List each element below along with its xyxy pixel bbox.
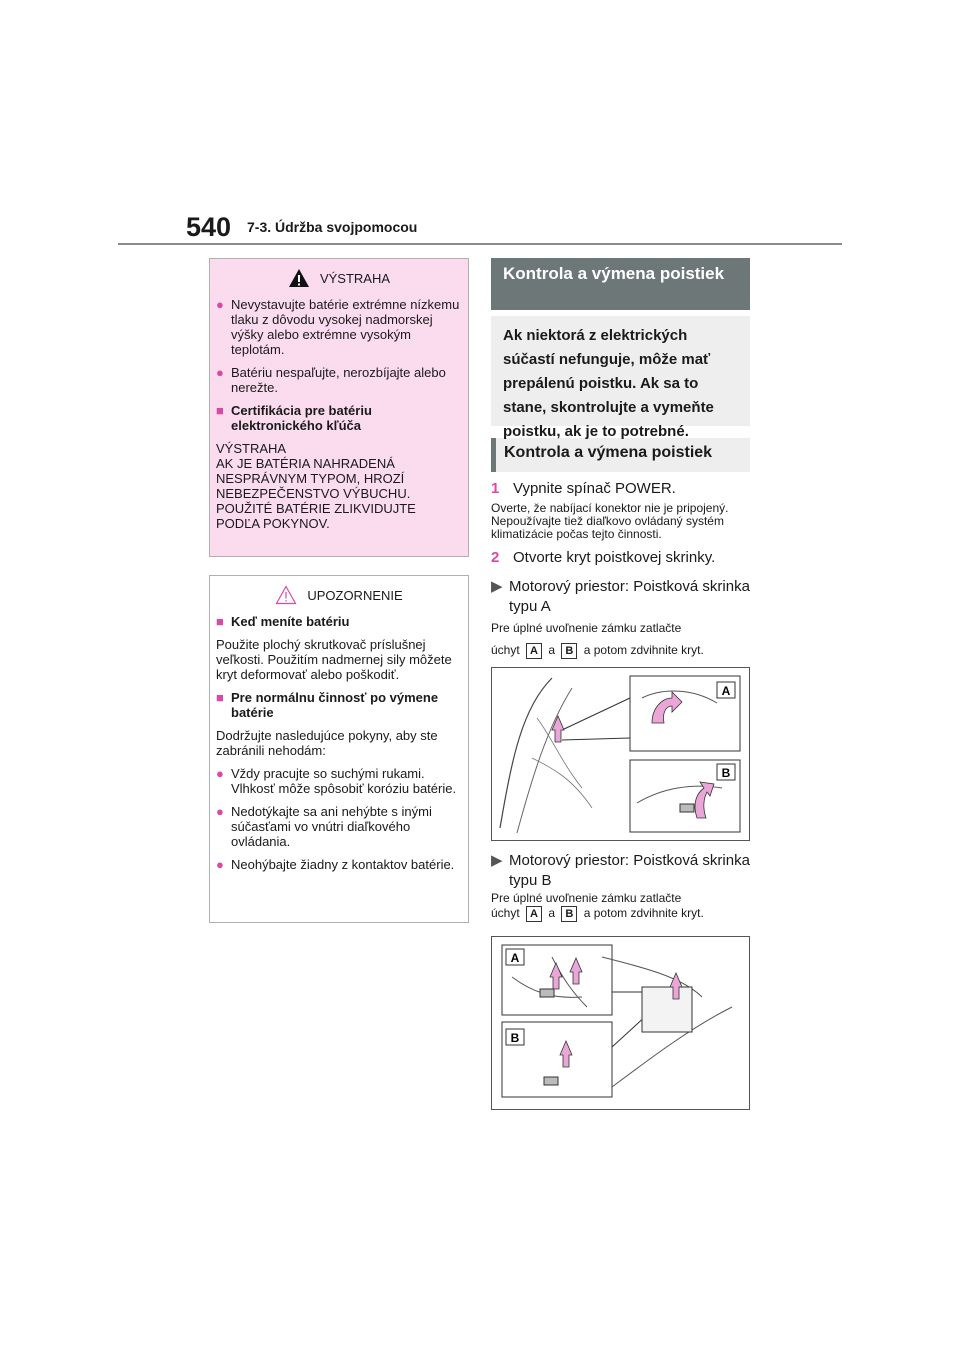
bullet-icon: ● [216,297,224,312]
notice-item: ● Neohýbajte žiadny z kontaktov batérie. [216,857,455,872]
warning-item: ● Batériu nespaľujte, nerozbíjajte alebo nerežte. [216,365,446,395]
bullet-icon: ● [216,857,224,872]
notice-title: UPOZORNENIE [307,587,403,603]
triangle-right-icon: ▶ [491,578,503,595]
caution-icon [275,585,297,605]
warning-plain-text: VÝSTRAHA AK JE BATÉRIA NAHRADENÁ NESPRÁVNYM TYPOM, HROZÍ NEBEZPEČENSTVO VÝBUCHU. POUŽITÉ BATÉRIE ZLIKVIDUJTE PODĽA POKYNOV. [216,441,416,531]
square-bullet-icon: ■ [216,690,224,705]
notice-subhead: ■ Pre normálnu činnosť po výmene batérie [216,690,439,720]
warning-icon [288,268,310,288]
intro-text: Ak niektorá z elektrických súčastí nefunguje, môže mať prepálenú poistku. Ak sa to stane, skontrolujte a vymeňte poistku, ak je to potrebné. [491,316,750,426]
bullet-icon: ● [216,365,224,380]
fuse-box-type-a: ▶ Motorový priestor: Poistková skrinka typu A [491,578,750,615]
step-1-note: Overte, že nabíjací konektor nie je pripojený. Nepoužívajte tiež diaľkovo ovládaný systém klimatizácie počas tejto činnosti. [491,501,729,541]
step-1: 1 Vypnite spínač POWER. [491,480,676,497]
illus-label-b: B [510,1031,520,1045]
key-b: B [561,643,577,659]
notice-subhead: ■ Keď meníte batériu [216,614,350,629]
section-title: 7-3. Údržba svojpomocou [247,219,418,235]
bullet-icon: ● [216,766,224,781]
square-bullet-icon: ■ [216,403,224,418]
key-b: B [561,906,577,922]
warning-box [209,258,469,557]
notice-box [209,575,469,923]
warning-head [216,265,462,291]
notice-head [216,582,462,608]
triangle-right-icon: ▶ [491,852,503,869]
bullet-icon: ● [216,804,224,819]
left-column [209,258,469,923]
key-a: A [526,906,542,922]
notice-text: Použite plochý skrutkovač príslušnej veľkosti. Použitím nadmernej sily môžete kryt deformovať alebo poškodiť. [216,637,452,682]
warning-item: ■ Certifikácia pre batériu elektronického kľúča [216,403,372,433]
key-a: A [526,643,542,659]
step-2: 2 Otvorte kryt poistkovej skrinky. [491,549,716,566]
subsection-heading: Kontrola a výmena poistiek [491,438,750,472]
instruction-a: Pre úplné uvoľnenie zámku zatlačte úchyt A a B a potom zdvihnite kryt. [491,621,704,657]
illus-label-a: A [721,684,731,698]
illus-label-b: B [721,766,731,780]
warning-title: VÝSTRAHA [319,270,391,286]
warning-item: ● Nevystavujte batérie extrémne nízkemu tlaku z dôvodu vysokej nadmorskej výšky alebo extrémne vysokým teplotám. [216,297,460,357]
fuse-box-type-b: ▶ Motorový priestor: Poistková skrinka typu B [491,852,750,889]
notice-text: Dodržujte nasledujúce pokyny, aby ste zabránili nehodám: [216,728,438,758]
right-column [491,258,750,1110]
square-bullet-icon: ■ [216,614,224,629]
section-banner: Kontrola a výmena poistiek [491,258,750,310]
illustration-fuse-box-a [491,667,750,841]
illus-label-a: A [510,951,520,965]
illustration-fuse-box-b [491,936,750,1110]
page-number: 540 [186,212,232,242]
notice-item: ● Vždy pracujte so suchými rukami. Vlhkosť môže spôsobiť koróziu batérie. [216,766,457,796]
instruction-b: Pre úplné uvoľnenie zámku zatlačte úchyt A a B a potom zdvihnite kryt. [491,891,704,921]
notice-item: ● Nedotýkajte sa ani nehýbte s inými súčasťami vo vnútri diaľkového ovládania. [216,804,432,849]
header-rule [118,243,842,245]
